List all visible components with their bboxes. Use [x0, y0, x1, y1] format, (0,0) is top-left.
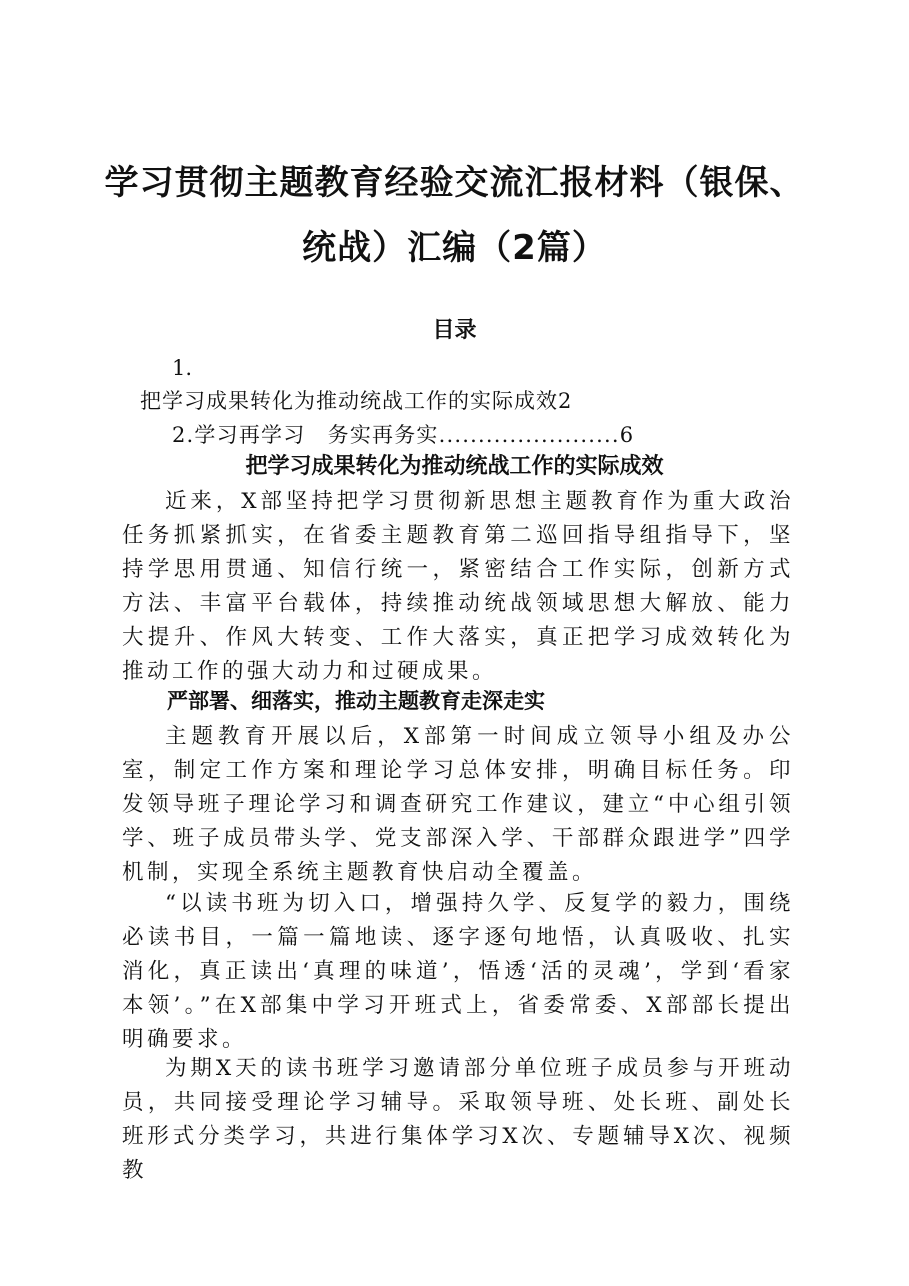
subsection-heading: 严部署、细落实，推动主题教育走深走实 — [167, 689, 545, 713]
paragraph-4: 为期X天的读书班学习邀请部分单位班子成员参与开班动员，共同接受理论学习辅导。采取领导班、处长班、副处长班形式分类学习，共进行集体学习X次、专题辅导X次、视频教 — [122, 1056, 794, 1183]
toc-item-1-number: 1. — [172, 356, 193, 380]
toc-heading: 目录 — [432, 318, 477, 343]
toc-item-1-text: 把学习成果转化为推动统战工作的实际成效2 — [140, 389, 573, 413]
toc-item-2-text: 2.学习再学习 务实再务实.......................6 — [172, 423, 635, 447]
paragraph-2: 主题教育开展以后，X部第一时间成立领导小组及办公室，制定工作方案和理论学习总体安排，明确目标任务。印发领导班子理论学习和调查研究工作建议，建立“中心组引领学、班子成员带头学、党支部深入学、干部群众跟进学”四学机制，实现全系统主题教育快启动全覆盖。 — [122, 724, 794, 885]
document-title-line-2: 统战）汇编（2篇） — [302, 228, 607, 268]
document-title-line-1: 学习贯彻主题教育经验交流汇报材料（银保、 — [104, 163, 805, 203]
paragraph-1: 近来，X部坚持把学习贯彻新思想主题教育作为重大政治任务抓紧抓实，在省委主题教育第二巡回指导组指导下，坚持学思用贯通、知信行统一，紧密结合工作实际，创新方式方法、丰富平台载体，持续推动统战领域思想大解放、能力大提升、作风大转变、工作大落实，真正把学习成效转化为推动工作的强大动力和过硬成果。 — [122, 489, 794, 684]
paragraph-3: “以读书班为切入口，增强持久学、反复学的毅力，围绕必读书目，一篇一篇地读、逐字逐句地悟，认真吸收、扎实消化，真正读出‘真理的味道’，悟透‘活的灵魂’，学到‘看家本领’。”在X部集中学习开班式上，省委常委、X部部长提出明确要求。 — [122, 891, 794, 1052]
section-title: 把学习成果转化为推动统战工作的实际成效 — [245, 454, 664, 479]
